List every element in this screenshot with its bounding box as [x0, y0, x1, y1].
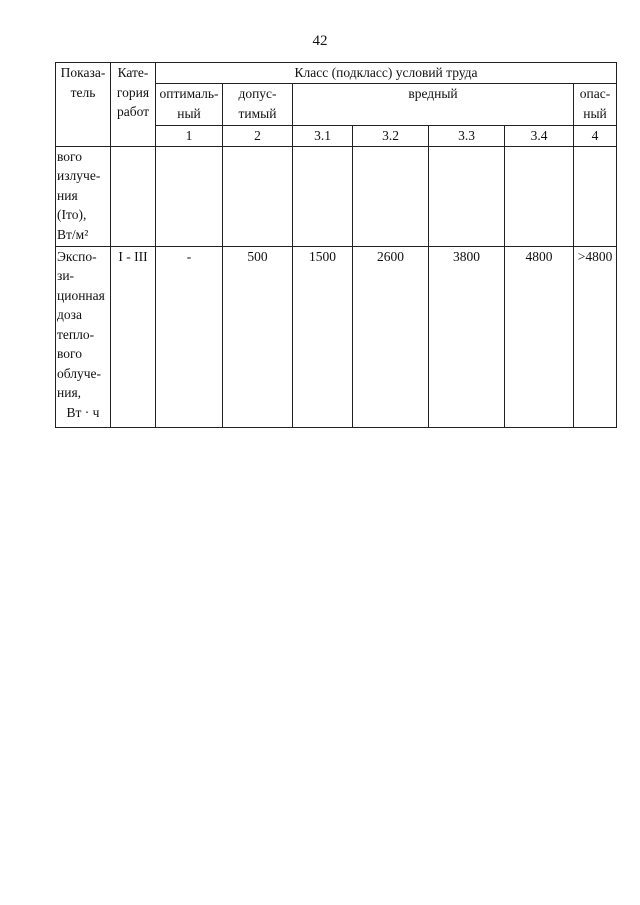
class-code: 3.3 — [429, 126, 505, 147]
row-value — [223, 146, 293, 246]
table-row — [56, 146, 617, 246]
row-value: 500 — [223, 246, 293, 427]
row-value: 2600 — [353, 246, 429, 427]
header-category: Кате- гория работ — [111, 63, 156, 147]
row-value: 3800 — [429, 246, 505, 427]
header-harmful: вредный — [293, 84, 574, 126]
row-value: - — [156, 246, 223, 427]
page-number: 42 — [312, 33, 328, 49]
header-indicator: Показа- тель — [56, 63, 111, 147]
header-dangerous: опас- ный — [574, 84, 617, 126]
class-code: 2 — [223, 126, 293, 147]
row-value — [156, 146, 223, 246]
row-value — [505, 146, 574, 246]
row-indicator: Экспо- зи- ционная доза тепло- вого облуче- ния, Вт · ч — [56, 246, 111, 427]
row-value — [429, 146, 505, 246]
row-value: >4800 — [574, 246, 617, 427]
row-value — [574, 146, 617, 246]
row-value — [353, 146, 429, 246]
class-code: 3.4 — [505, 126, 574, 147]
table-row — [56, 246, 617, 427]
row-value: 4800 — [505, 246, 574, 427]
header-allowable: допус- тимый — [223, 84, 293, 126]
class-code: 1 — [156, 126, 223, 147]
row-indicator: вого излуче- ния (Iто), Вт/м² — [56, 146, 111, 246]
row-value — [293, 146, 353, 246]
class-code: 3.1 — [293, 126, 353, 147]
class-code: 4 — [574, 126, 617, 147]
header-class-group: Класс (подкласс) условий труда — [156, 63, 617, 84]
row-category: I - III — [111, 246, 156, 427]
class-code: 3.2 — [353, 126, 429, 147]
row-value: 1500 — [293, 246, 353, 427]
header-optimal: оптималь- ный — [156, 84, 223, 126]
working-conditions-table — [55, 62, 617, 428]
row-category — [111, 146, 156, 246]
